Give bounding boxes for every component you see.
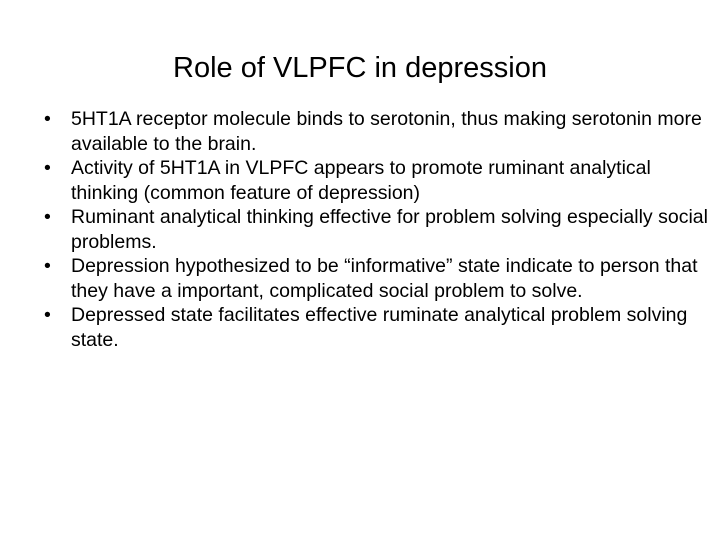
- bullet-text: Ruminant analytical thinking effective for problem solving especially social problems.: [71, 206, 708, 253]
- bullet-dot: •: [44, 304, 51, 326]
- bullet-dot: •: [44, 255, 51, 277]
- bullet-text: Depressed state facilitates effective ruminate analytical problem solving state.: [71, 304, 688, 351]
- bullet-text: Depression hypothesized to be “informative” state indicate to person that they have a important, complicated social problem to solve.: [71, 255, 698, 302]
- bullet-item: [44, 254, 714, 303]
- bullet-text: 5HT1A receptor molecule binds to serotonin, thus making serotonin more available to the brain.: [71, 108, 702, 155]
- bullet-item: [44, 107, 714, 156]
- bullet-dot: •: [44, 108, 51, 130]
- bullet-item: [44, 205, 714, 254]
- bullet-item: [44, 303, 714, 352]
- bullet-dot: •: [44, 206, 51, 228]
- bullet-dot: •: [44, 157, 51, 179]
- slide-title: Role of VLPFC in depression: [173, 52, 547, 84]
- bullet-list: [44, 107, 714, 352]
- bullet-item: [44, 156, 714, 205]
- bullet-text: Activity of 5HT1A in VLPFC appears to promote ruminant analytical thinking (common feature of depression): [71, 157, 651, 204]
